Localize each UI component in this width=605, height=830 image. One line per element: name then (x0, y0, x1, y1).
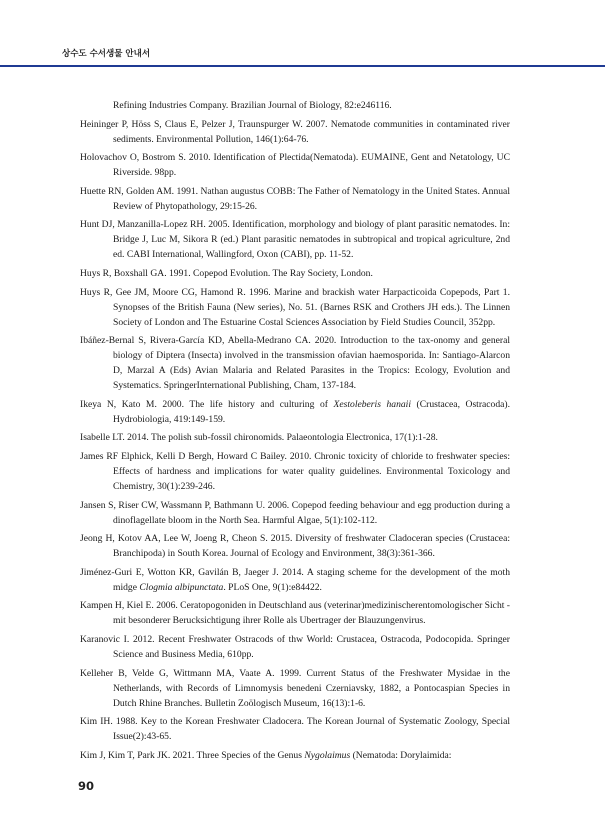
reference-entry: Jeong H, Kotov AA, Lee W, Joeng R, Cheon S. 2015. Diversity of freshwater Cladoceran species (Crustacea: Branchipoda) in South Korea. Journal of Ecology and Environment, 38(3):361-366. (80, 533, 510, 560)
reference-entry: Holovachov O, Bostrom S. 2010. Identification of Plectida(Nematoda). EUMAINE, Gent and Netatology, UC Riverside. 98pp. (80, 152, 510, 179)
reference-list (80, 98, 510, 766)
reference-text: Jiménez-Guri E, Wotton KR, Gavilán B, Jaeger J. 2014. A staging scheme for the development of the moth midge (80, 566, 510, 593)
reference-entry: James RF Elphick, Kelli D Bergh, Howard C Bailey. 2010. Chronic toxicity of chloride to freshwater species: Effects of hardness and implications for water quality guidelines. Environmental Toxicology and Chemistry, 30(1):239-246. (80, 450, 510, 492)
reference-entry: Refining Industries Company. Brazilian Journal of Biology, 82:e246116. (113, 100, 392, 111)
reference-entry (80, 565, 510, 595)
reference-entry: Jansen S, Riser CW, Wassmann P, Bathmann U. 2006. Copepod feeding behaviour and egg production during a dinoflagellate bloom in the North Sea. Harmful Algae, 5(1):102-112. (80, 499, 510, 526)
reference-entry: Kampen H, Kiel E. 2006. Ceratopogoniden in Deutschland aus (veterinar)medizinischerentomologischer Sicht - mit besonderer Berucksichtigung ihrer Rolle als Ubertrager der Blauzungenvirus. (80, 600, 510, 627)
reference-entry: Ibáñez-Bernal S, Rivera-García KD, Abella-Medrano CA. 2020. Introduction to the tax-onomy and general biology of Diptera (Insecta) involved in the transmission ofavian haemosporida. In: Santiago-Alarcon D, Marzal A (Eds) Avian Malaria and Related Parasites in the Tropics: Ecology, Evolution and Systematics. SpringerInternational Publishing, Cham, 137-184. (80, 335, 510, 392)
reference-entry: Isabelle LT. 2014. The polish sub-fossil chironomids. Palaeontologia Electronica, 17(1):1-28. (80, 432, 438, 444)
reference-text: Kim J, Kim T, Park JK. 2021. Three Species of the Genus (80, 749, 305, 761)
reference-text: . PLoS One, 9(1):e84422. (223, 581, 322, 593)
species-name: Clogmia albipunctata (139, 581, 224, 593)
reference-entry (80, 397, 510, 427)
reference-entry (80, 748, 510, 763)
genus-name: Nygolaimus (304, 749, 351, 761)
reference-entry: Huys R, Gee JM, Moore CG, Hamond R. 1996. Marine and brackish water Harpacticoida Copepods, Part 1. Synopses of the British Fauna (New series), No. 51. (Barnes RSK and Crothers JH eds.). The Linnen Society of London and The Estuarine Costal Sciences Association by Field Studies Council, 352pp. (80, 286, 510, 328)
reference-entry: Hunt DJ, Manzanilla-Lopez RH. 2005. Identification, morphology and biology of plant parasitic nematodes. In: Bridge J, Luc M, Sikora R (ed.) Plant parasitic nematodes in subtropical and tropical agriculture, 2nd ed. CABI International, Wallingford, Oxon (CABI), pp. 11-52. (80, 219, 510, 261)
reference-entry: Heininger P, Höss S, Claus E, Pelzer J, Traunspurger W. 2007. Nematode communities in contaminated river sediments. Environmental Pollution, 146(1):64-76. (80, 118, 510, 145)
reference-text: (Nematoda: Dorylaimida: (350, 749, 452, 761)
reference-entry: Kim IH. 1988. Key to the Korean Freshwater Cladocera. The Korean Journal of Systematic Zoology, Special Issue(2):43-65. (80, 716, 510, 743)
reference-entry: Karanovic I. 2012. Recent Freshwater Ostracods of thw World: Crustacea, Ostracoda, Podocopida. Springer Science and Business Media, 610pp. (80, 633, 510, 660)
reference-text: Ikeya N, Kato M. 2000. The life history and culturing of (80, 398, 334, 410)
running-header: 상수도 수서생물 안내서 (62, 49, 151, 59)
page-number: 90 (78, 779, 95, 793)
species-name: Xestoleberis hanaii (333, 398, 411, 410)
reference-entry: Huys R, Boxshall GA. 1991. Copepod Evolution. The Ray Society, London. (80, 267, 373, 279)
reference-text: (Crustacea, Ostracoda). Hydrobiologia, 419:149-159. (113, 398, 510, 425)
reference-entry: Huette RN, Golden AM. 1991. Nathan augustus COBB: The Father of Nematology in the United States. Annual Review of Phytopathology, 29:15-26. (80, 185, 510, 212)
header-rule (0, 65, 605, 67)
reference-entry: Kelleher B, Velde G, Wittmann MA, Vaate A. 1999. Current Status of the Freshwater Mysidae in the Netherlands, with Records of Limnomysis benedeni Czerniavsky, 1882, a Pontocaspian Species in Dutch Rhine Branches. Bulletin Zoölogisch Museum, 16(13):1-6. (80, 667, 510, 709)
